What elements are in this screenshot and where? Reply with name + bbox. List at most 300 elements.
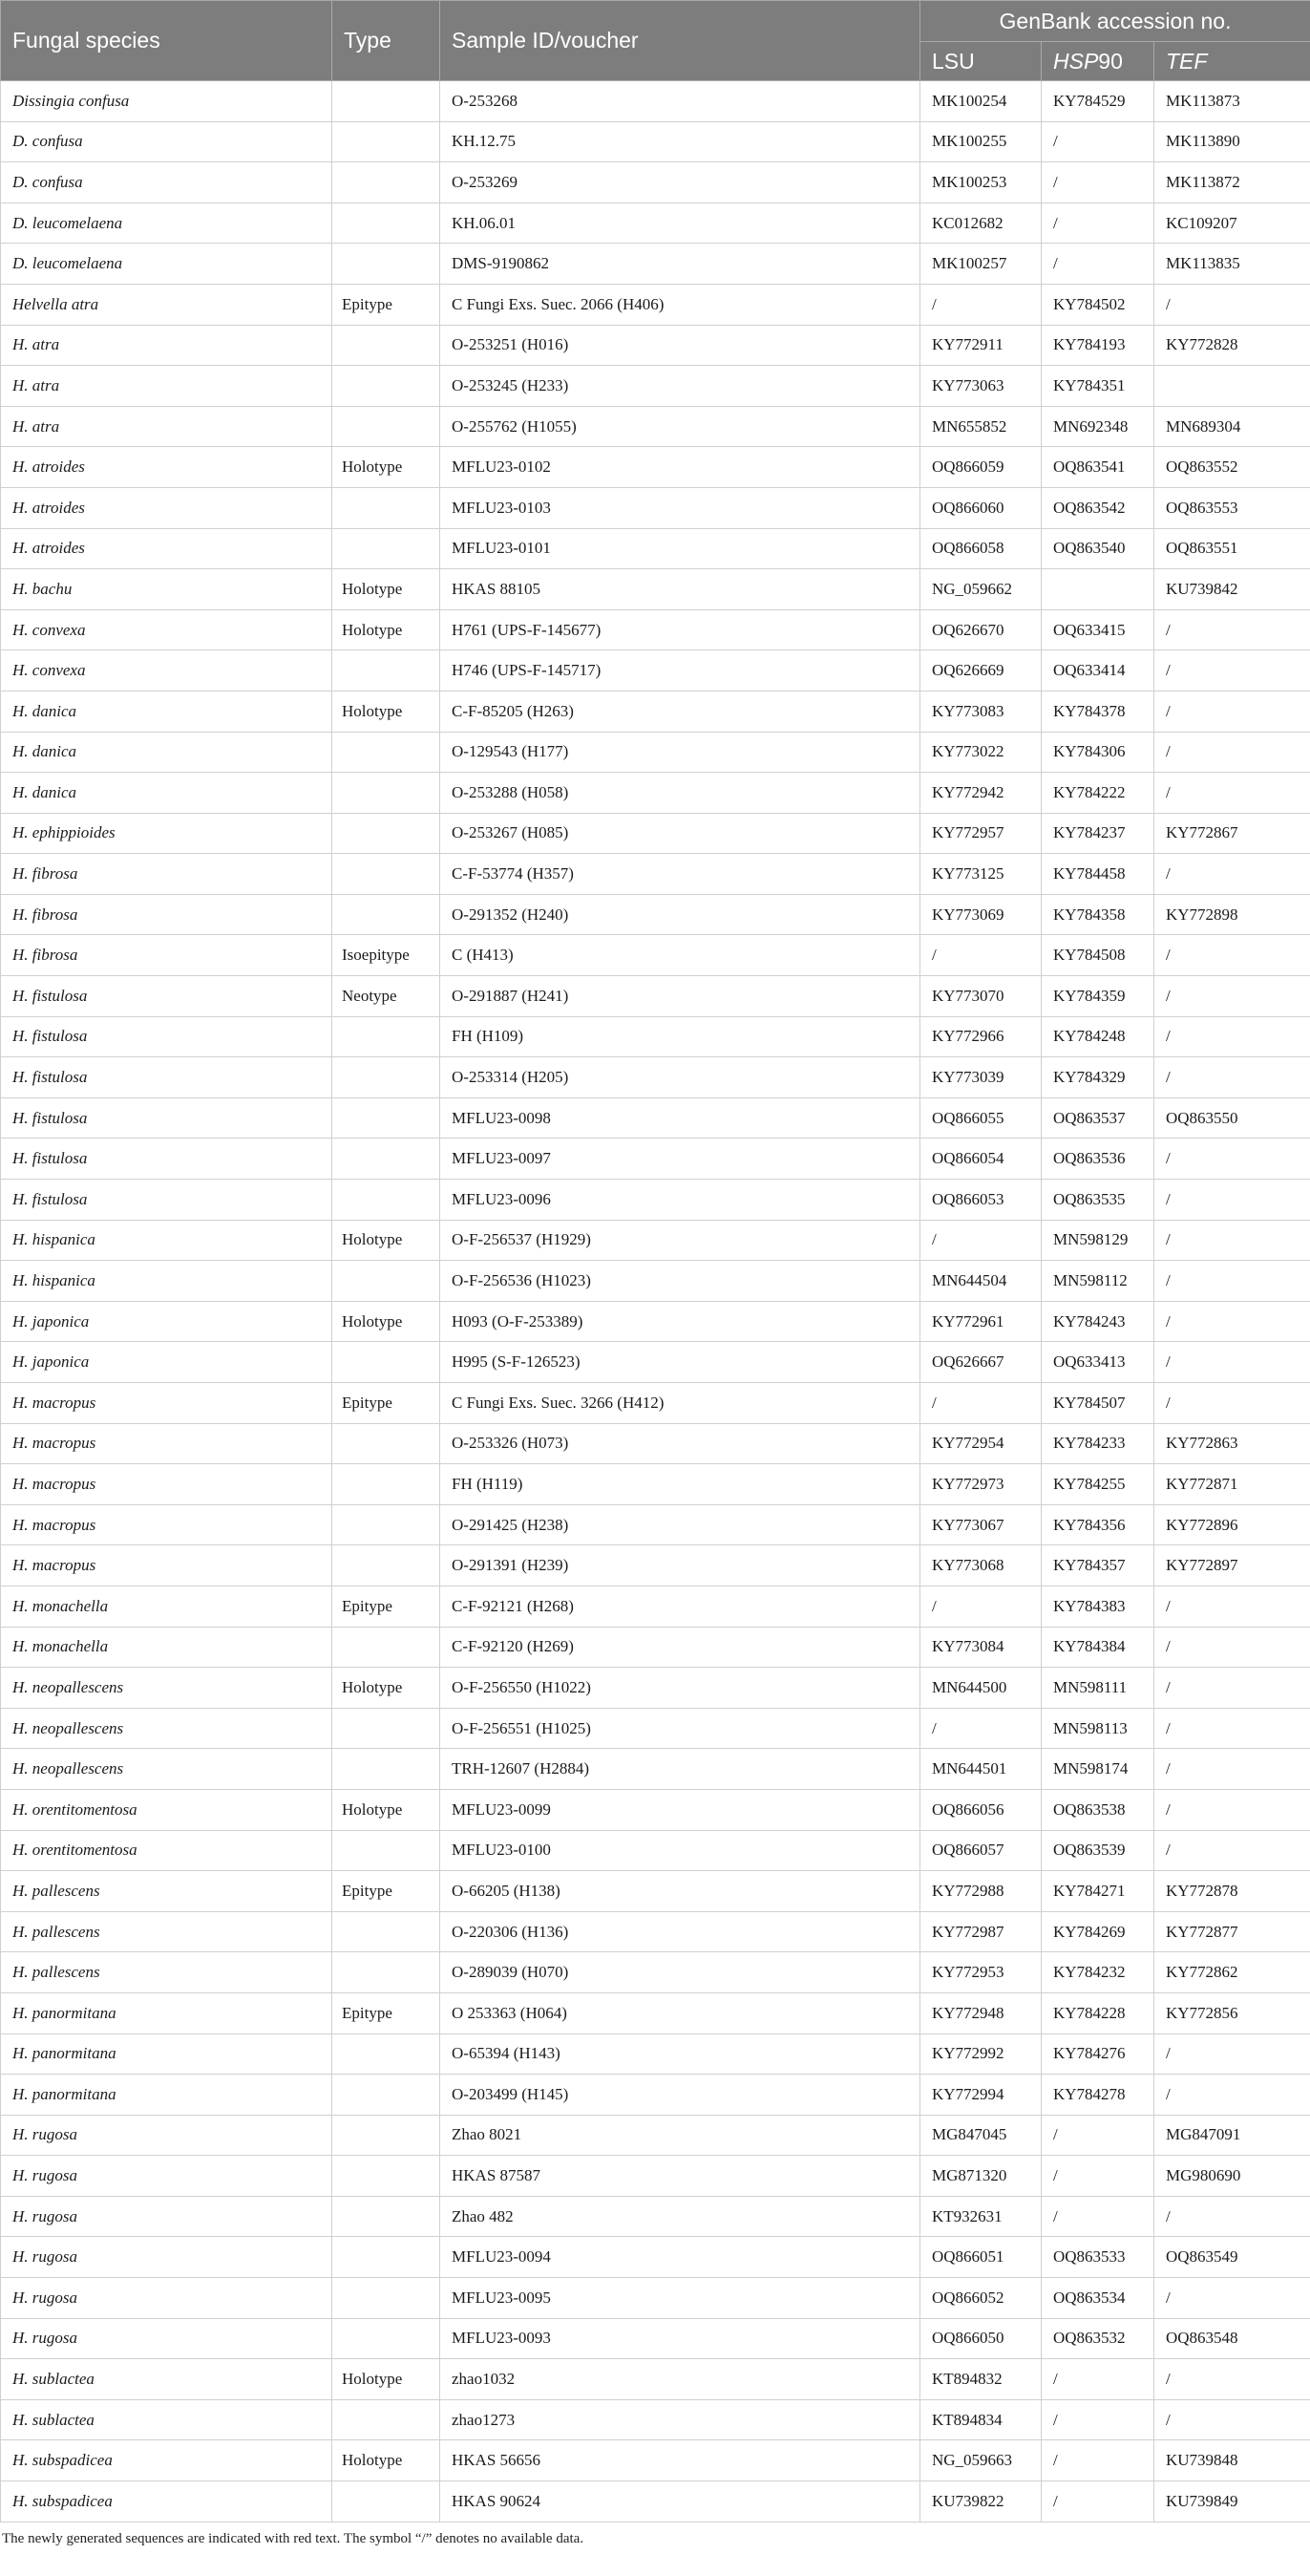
- hsp90-cell: /: [1042, 2115, 1154, 2156]
- sample-id-cell: O-129543 (H177): [440, 732, 920, 773]
- type-cell: [332, 2481, 440, 2523]
- tef-cell: /: [1154, 1789, 1310, 1830]
- species-cell: H. orentitomentosa: [1, 1789, 332, 1830]
- table-row: [1, 1830, 1310, 1871]
- lsu-cell: KT894832: [920, 2359, 1042, 2400]
- sample-id-cell: O-F-256537 (H1929): [440, 1220, 920, 1261]
- table-body: [1, 81, 1310, 2523]
- sample-id-cell: H746 (UPS-F-145717): [440, 650, 920, 692]
- hsp90-cell: OQ863537: [1042, 1097, 1154, 1139]
- species-cell: H. japonica: [1, 1342, 332, 1383]
- species-cell: H. atra: [1, 325, 332, 366]
- lsu-cell: KY772994: [920, 2075, 1042, 2116]
- type-cell: Holotype: [332, 1668, 440, 1709]
- species-cell: H. atra: [1, 366, 332, 407]
- type-cell: [332, 1708, 440, 1749]
- type-cell: [332, 1423, 440, 1464]
- lsu-cell: KY772966: [920, 1016, 1042, 1057]
- species-cell: H. pallescens: [1, 1911, 332, 1952]
- type-cell: [332, 773, 440, 814]
- table-row: [1, 1180, 1310, 1221]
- species-cell: H. convexa: [1, 609, 332, 650]
- hsp90-cell: /: [1042, 162, 1154, 203]
- table-row: [1, 569, 1310, 610]
- species-cell: H. atroides: [1, 487, 332, 528]
- species-cell: H. macropus: [1, 1383, 332, 1424]
- table-header: [1, 1, 1310, 81]
- table-row: [1, 854, 1310, 895]
- sample-id-cell: H761 (UPS-F-145677): [440, 609, 920, 650]
- table-row: [1, 1952, 1310, 1993]
- lsu-cell: OQ866051: [920, 2237, 1042, 2278]
- tef-cell: /: [1154, 2359, 1310, 2400]
- species-cell: H. convexa: [1, 650, 332, 692]
- type-cell: Epitype: [332, 284, 440, 325]
- tef-cell: /: [1154, 2033, 1310, 2075]
- table-row: [1, 2481, 1310, 2523]
- table-row: [1, 1301, 1310, 1342]
- lsu-cell: MN655852: [920, 406, 1042, 447]
- sample-id-cell: TRH-12607 (H2884): [440, 1749, 920, 1790]
- type-cell: [332, 162, 440, 203]
- hsp90-cell: OQ633413: [1042, 1342, 1154, 1383]
- species-cell: H. subspadicea: [1, 2440, 332, 2481]
- lsu-cell: /: [920, 284, 1042, 325]
- sample-id-cell: zhao1273: [440, 2399, 920, 2440]
- species-cell: H. macropus: [1, 1545, 332, 1586]
- lsu-cell: KY772942: [920, 773, 1042, 814]
- type-cell: [332, 121, 440, 162]
- hsp90-cell: KY784233: [1042, 1423, 1154, 1464]
- tef-cell: /: [1154, 1586, 1310, 1627]
- lsu-cell: KY772948: [920, 1992, 1042, 2033]
- table-row: [1, 1342, 1310, 1383]
- hsp90-cell: OQ863538: [1042, 1789, 1154, 1830]
- tef-cell: KY772898: [1154, 894, 1310, 935]
- hsp90-cell: KY784232: [1042, 1952, 1154, 1993]
- species-cell: H. panormitana: [1, 2033, 332, 2075]
- sample-id-cell: O-F-256550 (H1022): [440, 1668, 920, 1709]
- type-cell: [332, 2115, 440, 2156]
- species-cell: H. pallescens: [1, 1952, 332, 1993]
- tef-cell: OQ863552: [1154, 447, 1310, 488]
- lsu-cell: KY773084: [920, 1627, 1042, 1668]
- lsu-cell: MK100254: [920, 81, 1042, 122]
- lsu-cell: KY773022: [920, 732, 1042, 773]
- header-tef: [1154, 42, 1310, 81]
- lsu-cell: KY773070: [920, 976, 1042, 1017]
- table-row: [1, 650, 1310, 692]
- type-cell: Holotype: [332, 691, 440, 732]
- lsu-cell: KY772987: [920, 1911, 1042, 1952]
- sample-id-cell: C Fungi Exs. Suec. 3266 (H412): [440, 1383, 920, 1424]
- sample-id-cell: C-F-53774 (H357): [440, 854, 920, 895]
- hsp90-cell: OQ863541: [1042, 447, 1154, 488]
- species-cell: H. rugosa: [1, 2237, 332, 2278]
- tef-cell: /: [1154, 1830, 1310, 1871]
- hsp90-cell: OQ863540: [1042, 528, 1154, 569]
- header-lsu: LSU: [920, 42, 1042, 81]
- lsu-cell: KY773125: [920, 854, 1042, 895]
- species-cell: H. hispanica: [1, 1261, 332, 1302]
- species-cell: H. macropus: [1, 1504, 332, 1545]
- hsp90-cell: /: [1042, 2481, 1154, 2523]
- lsu-cell: KY772992: [920, 2033, 1042, 2075]
- type-cell: [332, 2156, 440, 2197]
- species-cell: H. neopallescens: [1, 1668, 332, 1709]
- hsp90-cell: KY784243: [1042, 1301, 1154, 1342]
- species-cell: H. ephippioides: [1, 813, 332, 854]
- type-cell: [332, 650, 440, 692]
- species-cell: H. atra: [1, 406, 332, 447]
- header-fungal-species: Fungal species: [1, 1, 332, 81]
- type-cell: [332, 2237, 440, 2278]
- hsp90-cell: /: [1042, 202, 1154, 244]
- hsp90-cell: KY784351: [1042, 366, 1154, 407]
- hsp90-cell: [1042, 569, 1154, 610]
- sample-id-cell: Zhao 8021: [440, 2115, 920, 2156]
- species-cell: D. leucomelaena: [1, 244, 332, 285]
- lsu-cell: OQ626669: [920, 650, 1042, 692]
- table-row: [1, 1504, 1310, 1545]
- species-cell: H. neopallescens: [1, 1749, 332, 1790]
- species-cell: D. leucomelaena: [1, 202, 332, 244]
- lsu-cell: MN644504: [920, 1261, 1042, 1302]
- tef-cell: MG980690: [1154, 2156, 1310, 2197]
- hsp90-cell: OQ863542: [1042, 487, 1154, 528]
- type-cell: Holotype: [332, 447, 440, 488]
- species-cell: H. fistulosa: [1, 1180, 332, 1221]
- type-cell: [332, 406, 440, 447]
- type-cell: [332, 1097, 440, 1139]
- sample-id-cell: FH (H109): [440, 1016, 920, 1057]
- sample-id-cell: MFLU23-0097: [440, 1139, 920, 1180]
- hsp90-cell: OQ633414: [1042, 650, 1154, 692]
- type-cell: [332, 854, 440, 895]
- lsu-cell: OQ866060: [920, 487, 1042, 528]
- lsu-cell: KY773083: [920, 691, 1042, 732]
- tef-cell: /: [1154, 935, 1310, 976]
- table-row: [1, 1668, 1310, 1709]
- type-cell: [332, 487, 440, 528]
- lsu-cell: KY773067: [920, 1504, 1042, 1545]
- species-cell: H. rugosa: [1, 2196, 332, 2237]
- sample-id-cell: C-F-92120 (H269): [440, 1627, 920, 1668]
- table-row: [1, 528, 1310, 569]
- type-cell: [332, 732, 440, 773]
- species-cell: H. fibrosa: [1, 854, 332, 895]
- tef-cell: /: [1154, 976, 1310, 1017]
- table-row: [1, 1383, 1310, 1424]
- hsp90-cell: /: [1042, 2440, 1154, 2481]
- hsp90-cell: KY784269: [1042, 1911, 1154, 1952]
- hsp90-cell: /: [1042, 2156, 1154, 2197]
- table-row: [1, 1464, 1310, 1505]
- tef-cell: /: [1154, 854, 1310, 895]
- table-row: [1, 2359, 1310, 2400]
- tef-cell: MN689304: [1154, 406, 1310, 447]
- type-cell: [332, 366, 440, 407]
- table-row: [1, 2075, 1310, 2116]
- species-cell: H. fistulosa: [1, 1057, 332, 1098]
- hsp90-cell: MN598174: [1042, 1749, 1154, 1790]
- sample-id-cell: MFLU23-0093: [440, 2318, 920, 2359]
- type-cell: [332, 528, 440, 569]
- hsp90-cell: KY784356: [1042, 1504, 1154, 1545]
- species-cell: H. hispanica: [1, 1220, 332, 1261]
- tef-cell: /: [1154, 732, 1310, 773]
- type-cell: [332, 1261, 440, 1302]
- species-cell: H. rugosa: [1, 2318, 332, 2359]
- type-cell: Holotype: [332, 2359, 440, 2400]
- species-cell: H. subspadicea: [1, 2481, 332, 2523]
- header-sample-id: Sample ID/voucher: [440, 1, 920, 81]
- tef-cell: OQ863553: [1154, 487, 1310, 528]
- tef-cell: KY772862: [1154, 1952, 1310, 1993]
- hsp90-cell: KY784378: [1042, 691, 1154, 732]
- hsp90-cell: /: [1042, 2399, 1154, 2440]
- table-row: [1, 2278, 1310, 2319]
- sample-id-cell: MFLU23-0094: [440, 2237, 920, 2278]
- header-genbank: GenBank accession no.: [920, 1, 1310, 42]
- tef-cell: OQ863549: [1154, 2237, 1310, 2278]
- type-cell: Holotype: [332, 1789, 440, 1830]
- tef-cell: MK113873: [1154, 81, 1310, 122]
- type-cell: [332, 2196, 440, 2237]
- sample-id-cell: Zhao 482: [440, 2196, 920, 2237]
- hsp90-cell: KY784271: [1042, 1871, 1154, 1912]
- tef-cell: KY772877: [1154, 1911, 1310, 1952]
- species-cell: H. fistulosa: [1, 1016, 332, 1057]
- species-cell: H. sublactea: [1, 2359, 332, 2400]
- hsp90-cell: KY784237: [1042, 813, 1154, 854]
- lsu-cell: OQ866050: [920, 2318, 1042, 2359]
- table-row: [1, 1423, 1310, 1464]
- type-cell: Holotype: [332, 1301, 440, 1342]
- lsu-cell: OQ866058: [920, 528, 1042, 569]
- table-row: [1, 1057, 1310, 1098]
- header-hsp-suffix: 90: [1098, 48, 1123, 74]
- table-row: [1, 813, 1310, 854]
- lsu-cell: NG_059662: [920, 569, 1042, 610]
- species-cell: H. atroides: [1, 528, 332, 569]
- header-hsp-prefix: HSP: [1053, 48, 1099, 74]
- tef-cell: OQ863548: [1154, 2318, 1310, 2359]
- tef-cell: /: [1154, 1220, 1310, 1261]
- header-hsp90: [1042, 42, 1154, 81]
- sample-id-cell: O-291391 (H239): [440, 1545, 920, 1586]
- sample-id-cell: HKAS 88105: [440, 569, 920, 610]
- sample-id-cell: O-F-256551 (H1025): [440, 1708, 920, 1749]
- type-cell: [332, 202, 440, 244]
- sample-id-cell: H995 (S-F-126523): [440, 1342, 920, 1383]
- type-cell: Isoepitype: [332, 935, 440, 976]
- species-cell: Dissingia confusa: [1, 81, 332, 122]
- type-cell: Epitype: [332, 1383, 440, 1424]
- table-row: [1, 2156, 1310, 2197]
- table-row: [1, 691, 1310, 732]
- lsu-cell: KU739822: [920, 2481, 1042, 2523]
- hsp90-cell: KY784276: [1042, 2033, 1154, 2075]
- type-cell: Holotype: [332, 1220, 440, 1261]
- sample-id-cell: O-291425 (H238): [440, 1504, 920, 1545]
- table-row: [1, 2440, 1310, 2481]
- species-cell: D. confusa: [1, 162, 332, 203]
- lsu-cell: NG_059663: [920, 2440, 1042, 2481]
- table-row: [1, 1097, 1310, 1139]
- table-row: [1, 2115, 1310, 2156]
- lsu-cell: MG871320: [920, 2156, 1042, 2197]
- sample-id-cell: HKAS 90624: [440, 2481, 920, 2523]
- tef-cell: KY772856: [1154, 1992, 1310, 2033]
- table-row: [1, 1708, 1310, 1749]
- sample-id-cell: C-F-85205 (H263): [440, 691, 920, 732]
- table-row: [1, 894, 1310, 935]
- lsu-cell: KY772953: [920, 1952, 1042, 1993]
- type-cell: Epitype: [332, 1871, 440, 1912]
- lsu-cell: KY772988: [920, 1871, 1042, 1912]
- lsu-cell: MK100253: [920, 162, 1042, 203]
- sample-id-cell: O-289039 (H070): [440, 1952, 920, 1993]
- tef-cell: /: [1154, 1016, 1310, 1057]
- hsp90-cell: KY784248: [1042, 1016, 1154, 1057]
- type-cell: Neotype: [332, 976, 440, 1017]
- table-row: [1, 1586, 1310, 1627]
- lsu-cell: KT932631: [920, 2196, 1042, 2237]
- hsp90-cell: KY784357: [1042, 1545, 1154, 1586]
- sample-id-cell: O-253269: [440, 162, 920, 203]
- sample-id-cell: O-255762 (H1055): [440, 406, 920, 447]
- species-cell: H. rugosa: [1, 2156, 332, 2197]
- lsu-cell: /: [920, 1383, 1042, 1424]
- hsp90-cell: KY784384: [1042, 1627, 1154, 1668]
- tef-cell: KY772828: [1154, 325, 1310, 366]
- species-cell: H. fibrosa: [1, 935, 332, 976]
- lsu-cell: OQ866053: [920, 1180, 1042, 1221]
- type-cell: [332, 1749, 440, 1790]
- hsp90-cell: OQ863536: [1042, 1139, 1154, 1180]
- lsu-cell: MN644501: [920, 1749, 1042, 1790]
- lsu-cell: MK100255: [920, 121, 1042, 162]
- species-cell: H. danica: [1, 773, 332, 814]
- sample-id-cell: zhao1032: [440, 2359, 920, 2400]
- hsp90-cell: KY784359: [1042, 976, 1154, 1017]
- table-footnote: The newly generated sequences are indicated with red text. The symbol “/” denotes no available data.: [2, 2530, 584, 2546]
- tef-cell: /: [1154, 1139, 1310, 1180]
- hsp90-cell: KY784255: [1042, 1464, 1154, 1505]
- type-cell: Holotype: [332, 2440, 440, 2481]
- table-row: [1, 325, 1310, 366]
- hsp90-cell: KY784222: [1042, 773, 1154, 814]
- lsu-cell: KY772911: [920, 325, 1042, 366]
- table-row: [1, 1992, 1310, 2033]
- tef-cell: MG847091: [1154, 2115, 1310, 2156]
- sample-id-cell: H093 (O-F-253389): [440, 1301, 920, 1342]
- hsp90-cell: /: [1042, 2359, 1154, 2400]
- lsu-cell: /: [920, 935, 1042, 976]
- table-row: [1, 406, 1310, 447]
- species-cell: H. neopallescens: [1, 1708, 332, 1749]
- sample-id-cell: C Fungi Exs. Suec. 2066 (H406): [440, 284, 920, 325]
- hsp90-cell: OQ633415: [1042, 609, 1154, 650]
- species-cell: H. rugosa: [1, 2278, 332, 2319]
- hsp90-cell: KY784278: [1042, 2075, 1154, 2116]
- hsp90-cell: MN598112: [1042, 1261, 1154, 1302]
- lsu-cell: MK100257: [920, 244, 1042, 285]
- sample-id-cell: FH (H119): [440, 1464, 920, 1505]
- tef-cell: KY772863: [1154, 1423, 1310, 1464]
- table-row: [1, 2237, 1310, 2278]
- tef-cell: /: [1154, 1668, 1310, 1709]
- hsp90-cell: OQ863535: [1042, 1180, 1154, 1221]
- hsp90-cell: KY784358: [1042, 894, 1154, 935]
- species-cell: H. macropus: [1, 1423, 332, 1464]
- table-row: [1, 1627, 1310, 1668]
- sample-id-cell: O-F-256536 (H1023): [440, 1261, 920, 1302]
- table-row: [1, 2196, 1310, 2237]
- table-row: [1, 935, 1310, 976]
- sample-id-cell: HKAS 56656: [440, 2440, 920, 2481]
- hsp90-cell: KY784329: [1042, 1057, 1154, 1098]
- table-row: [1, 81, 1310, 122]
- species-cell: Helvella atra: [1, 284, 332, 325]
- hsp90-cell: OQ863533: [1042, 2237, 1154, 2278]
- lsu-cell: OQ866055: [920, 1097, 1042, 1139]
- tef-cell: /: [1154, 2278, 1310, 2319]
- sample-id-cell: O-65394 (H143): [440, 2033, 920, 2075]
- type-cell: [332, 1952, 440, 1993]
- species-cell: D. confusa: [1, 121, 332, 162]
- tef-cell: /: [1154, 1708, 1310, 1749]
- table-row: [1, 366, 1310, 407]
- type-cell: [332, 1016, 440, 1057]
- type-cell: [332, 81, 440, 122]
- table-row: [1, 244, 1310, 285]
- hsp90-cell: OQ863539: [1042, 1830, 1154, 1871]
- type-cell: [332, 1830, 440, 1871]
- type-cell: [332, 2033, 440, 2075]
- table-row: [1, 284, 1310, 325]
- species-cell: H. fibrosa: [1, 894, 332, 935]
- lsu-cell: OQ866054: [920, 1139, 1042, 1180]
- type-cell: [332, 894, 440, 935]
- species-cell: H. danica: [1, 732, 332, 773]
- tef-cell: /: [1154, 650, 1310, 692]
- hsp90-cell: /: [1042, 244, 1154, 285]
- table-row: [1, 1545, 1310, 1586]
- tef-cell: KC109207: [1154, 202, 1310, 244]
- species-cell: H. fistulosa: [1, 976, 332, 1017]
- lsu-cell: MN644500: [920, 1668, 1042, 1709]
- hsp90-cell: KY784508: [1042, 935, 1154, 976]
- sample-id-cell: O-66205 (H138): [440, 1871, 920, 1912]
- table-row: [1, 487, 1310, 528]
- sample-id-cell: O-253251 (H016): [440, 325, 920, 366]
- tef-cell: OQ863550: [1154, 1097, 1310, 1139]
- type-cell: [332, 1342, 440, 1383]
- type-cell: Holotype: [332, 609, 440, 650]
- hsp90-cell: KY784306: [1042, 732, 1154, 773]
- tef-cell: /: [1154, 1301, 1310, 1342]
- tef-cell: KY772871: [1154, 1464, 1310, 1505]
- tef-cell: /: [1154, 1342, 1310, 1383]
- species-cell: H. sublactea: [1, 2399, 332, 2440]
- species-cell: H. panormitana: [1, 2075, 332, 2116]
- species-cell: H. fistulosa: [1, 1139, 332, 1180]
- tef-cell: /: [1154, 2196, 1310, 2237]
- table-row: [1, 1911, 1310, 1952]
- tef-cell: MK113872: [1154, 162, 1310, 203]
